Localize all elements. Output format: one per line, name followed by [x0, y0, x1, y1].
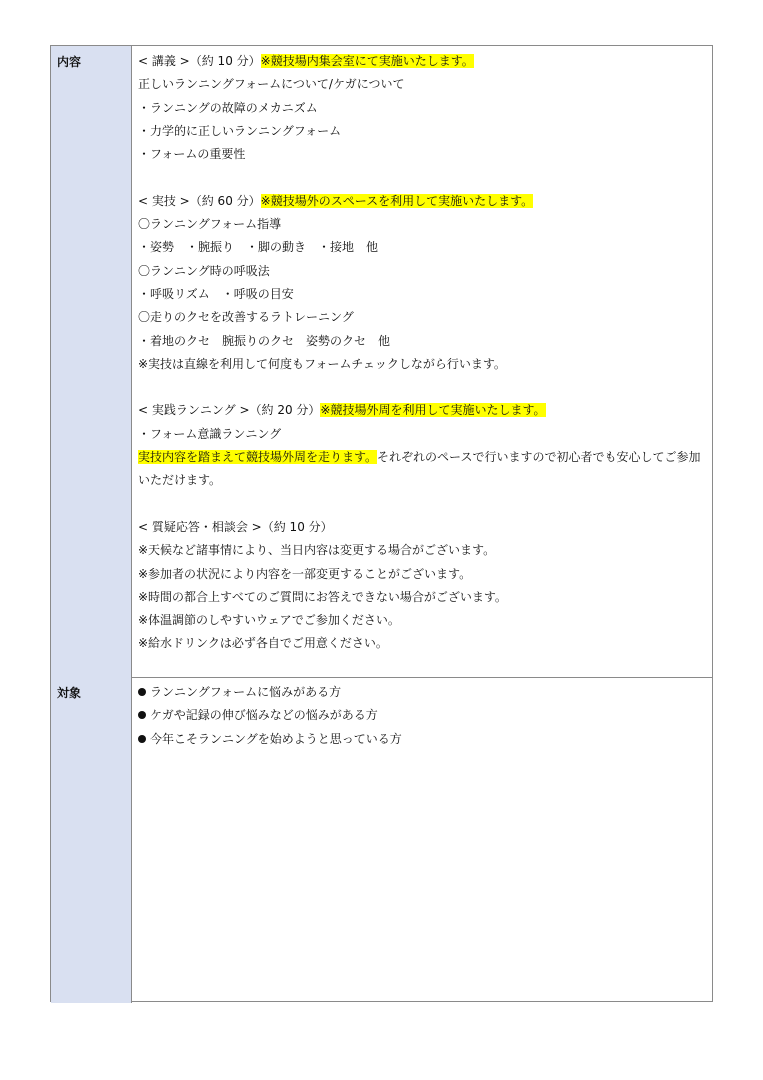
lecture-item: ・フォームの重要性: [138, 147, 246, 162]
running-description: [138, 446, 706, 493]
lecture-item: ・ランニングの故障のメカニズム: [138, 100, 318, 115]
running-title: < 実践ランニング >（約 20 分）: [138, 403, 321, 418]
lecture-title: < 講義 >（約 10 分）: [138, 54, 261, 68]
bullet-icon: [138, 735, 146, 743]
bullet-icon: [138, 688, 146, 696]
qa-item: ※体温調節のしやすいウェアでご参加ください。: [138, 613, 400, 628]
qa-item: ※天候など諸事情により、当日内容は変更する場合がございます。: [138, 543, 496, 558]
practice-item: ・呼吸リズム ・呼吸の目安: [138, 286, 294, 301]
qa-item: ※給水ドリンクは必ず各自でご用意ください。: [138, 636, 388, 651]
target-item: ケガや記録の伸び悩みなどの悩みがある方: [138, 704, 706, 727]
content-label-cell: [51, 46, 132, 677]
info-table: [50, 45, 713, 1002]
practice-note: ※競技場外のスペースを利用して実施いたします。: [260, 193, 534, 208]
practice-item: 〇ランニング時の呼吸法: [138, 263, 270, 278]
running-desc-highlight: 実技内容を踏まえて競技場外周を走ります。: [138, 450, 378, 465]
practice-item: 〇ランニングフォーム指導: [138, 217, 282, 232]
qa-item: ※時間の都合上すべてのご質問にお答えできない場合がございます。: [138, 589, 507, 604]
lecture-heading: [138, 50, 706, 73]
target-row: [51, 677, 712, 1003]
target-item: 今年こそランニングを始めようと思っている方: [138, 728, 706, 751]
target-item: ランニングフォームに悩みがある方: [138, 681, 706, 704]
running-note: ※競技場外周を利用して実施いたします。: [320, 403, 546, 418]
content-label: 内容: [57, 55, 82, 69]
running-desc-rest: それぞれのペースで行いますので初心者でも安心してご参加いただけます。: [138, 450, 701, 488]
running-heading: [138, 399, 706, 422]
qa-item: ※参加者の状況により内容を一部変更することがございます。: [138, 566, 472, 581]
target-body: [138, 681, 706, 751]
practice-title: < 実技 >（約 60 分）: [138, 193, 261, 208]
content-row: [51, 46, 712, 678]
content-body: [138, 50, 706, 656]
target-label-cell: [51, 677, 132, 1003]
practice-item: 〇走りのクセを改善するラトレーニング: [138, 310, 354, 325]
lecture-item: ・力学的に正しいランニングフォーム: [138, 123, 342, 138]
lecture-note: ※競技場内集会室にて実施いたします。: [260, 54, 474, 68]
target-label: 対象: [57, 686, 82, 700]
practice-heading: [138, 190, 706, 213]
running-item: ・フォーム意識ランニング: [138, 426, 282, 441]
practice-item: ※実技は直線を利用して何度もフォームチェックしながら行います。: [138, 356, 506, 371]
bullet-icon: [138, 711, 146, 719]
lecture-item: 正しいランニングフォームについて/ケガについて: [138, 77, 405, 92]
practice-item: ・姿勢 ・腕振り ・脚の動き ・接地 他: [138, 240, 379, 255]
qa-heading: < 質疑応答・相談会 >（約 10 分）: [138, 519, 333, 534]
practice-item: ・着地のクセ 腕振りのクセ 姿勢のクセ 他: [138, 333, 391, 348]
